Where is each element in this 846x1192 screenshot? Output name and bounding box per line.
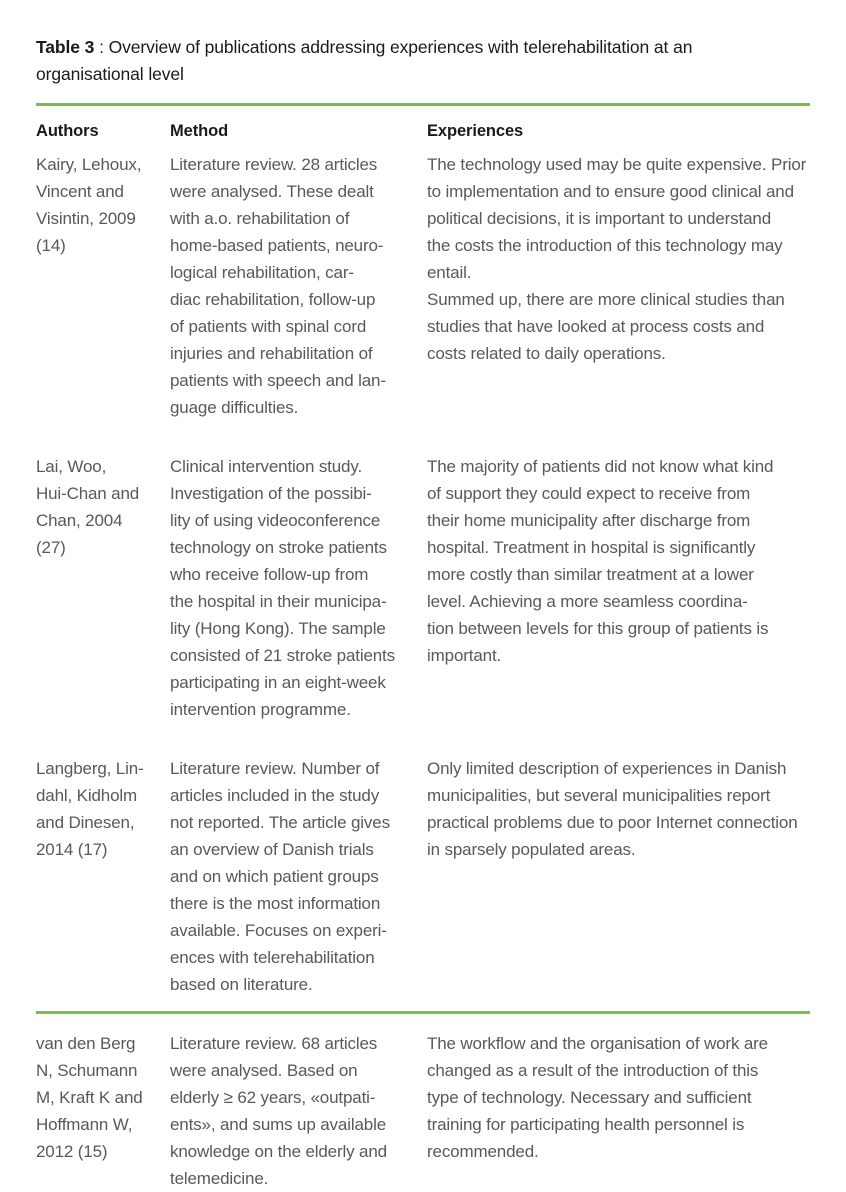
cell-text-line: tion between levels for this group of patients is bbox=[427, 619, 769, 638]
cell-method bbox=[170, 755, 427, 1030]
cell-text-line: Summed up, there are more clinical studies than bbox=[427, 290, 785, 309]
cell-text-line: Investigation of the possibi- bbox=[170, 484, 372, 503]
cell-experiences bbox=[427, 1030, 810, 1192]
cell-text-line: costs related to daily operations. bbox=[427, 344, 666, 363]
table-caption-text: : Overview of publications addressing experiences with telerehabilitation at an organisational level bbox=[36, 37, 693, 84]
cell-text-line: who receive follow-up from bbox=[170, 565, 369, 584]
cell-text-line: logical rehabilitation, car- bbox=[170, 263, 354, 282]
cell-text-line: municipalities, but several municipalities report bbox=[427, 786, 771, 805]
cell-text-line: important. bbox=[427, 646, 502, 665]
cell-text-line: practical problems due to poor Internet connection bbox=[427, 813, 798, 832]
cell-text-line: Hui-Chan and bbox=[36, 484, 140, 503]
cell-text-line: studies that have looked at process costs and bbox=[427, 317, 765, 336]
cell-text-line: Literature review. Number of bbox=[170, 759, 380, 778]
cell-text-line: changed as a result of the introduction of this bbox=[427, 1061, 759, 1080]
header-rule bbox=[36, 103, 810, 106]
cell-text-line: were analysed. Based on bbox=[170, 1061, 358, 1080]
cell-text-line: 2014 (17) bbox=[36, 840, 108, 859]
cell-text-line: Hoffmann W, bbox=[36, 1115, 133, 1134]
column-header-method: Method bbox=[170, 122, 229, 140]
cell-text-line: and on which patient groups bbox=[170, 867, 379, 886]
cell-text-line: were analysed. These dealt bbox=[170, 182, 374, 201]
cell-text-line: The workflow and the organisation of work are bbox=[427, 1034, 768, 1053]
table-body bbox=[36, 151, 810, 1192]
cell-text-line: there is the most information bbox=[170, 894, 381, 913]
cell-text-line: Langberg, Lin- bbox=[36, 759, 144, 778]
cell-text-line: injuries and rehabilitation of bbox=[170, 344, 373, 363]
cell-text-line: Literature review. 28 articles bbox=[170, 155, 378, 174]
cell-text-line: and Dinesen, bbox=[36, 813, 135, 832]
cell-text-line: technology on stroke patients bbox=[170, 538, 387, 557]
cell-text-line: type of technology. Necessary and sufficient bbox=[427, 1088, 752, 1107]
cell-text-line: level. Achieving a more seamless coordina- bbox=[427, 592, 748, 611]
cell-text-line: hospital. Treatment in hospital is significantly bbox=[427, 538, 756, 557]
table-caption bbox=[36, 0, 796, 88]
cell-text-line: the hospital in their municipa- bbox=[170, 592, 387, 611]
cell-text-line: of support they could expect to receive from bbox=[427, 484, 751, 503]
table-row bbox=[36, 453, 810, 755]
cell-text-line: based on literature. bbox=[170, 975, 313, 994]
cell-text-line: elderly ≥ 62 years, «outpati- bbox=[170, 1088, 376, 1107]
cell-authors bbox=[36, 1030, 170, 1192]
cell-text-line: (14) bbox=[36, 236, 66, 255]
cell-experiences bbox=[427, 151, 810, 453]
cell-text-line: ences with telerehabilitation bbox=[170, 948, 375, 967]
cell-text-line: Vincent and bbox=[36, 182, 124, 201]
cell-text-line: political decisions, it is important to understand bbox=[427, 209, 772, 228]
cell-authors bbox=[36, 453, 170, 755]
cell-text-line: entail. bbox=[427, 263, 472, 282]
cell-text-line: home-based patients, neuro- bbox=[170, 236, 384, 255]
cell-text-line: available. Focuses on experi- bbox=[170, 921, 387, 940]
cell-text-line: in sparsely populated areas. bbox=[427, 840, 636, 859]
cell-text-line: diac rehabilitation, follow-up bbox=[170, 290, 376, 309]
cell-text-line: more costly than similar treatment at a lower bbox=[427, 565, 754, 584]
cell-text-line: Chan, 2004 bbox=[36, 511, 123, 530]
cell-text-line: guage difficulties. bbox=[170, 398, 299, 417]
cell-text-line: intervention programme. bbox=[170, 700, 351, 719]
cell-text-line: Literature review. 68 articles bbox=[170, 1034, 378, 1053]
cell-text-line: knowledge on the elderly and bbox=[170, 1142, 387, 1161]
cell-text-line: consisted of 21 stroke patients bbox=[170, 646, 395, 665]
cell-text-line: 2012 (15) bbox=[36, 1142, 108, 1161]
cell-text-line: (27) bbox=[36, 538, 66, 557]
cell-text-line: N, Schumann bbox=[36, 1061, 138, 1080]
table-row bbox=[36, 151, 810, 453]
cell-text-line: M, Kraft K and bbox=[36, 1088, 143, 1107]
cell-experiences bbox=[427, 453, 810, 755]
table-row bbox=[36, 755, 810, 1030]
cell-text-line: patients with speech and lan- bbox=[170, 371, 386, 390]
column-header-experiences: Experiences bbox=[427, 122, 524, 140]
cell-text-line: training for participating health personnel is bbox=[427, 1115, 745, 1134]
cell-method bbox=[170, 151, 427, 453]
cell-text-line: articles included in the study bbox=[170, 786, 380, 805]
publications-table bbox=[36, 122, 810, 1192]
cell-authors bbox=[36, 151, 170, 453]
cell-text-line: the costs the introduction of this technology may bbox=[427, 236, 783, 255]
column-header-authors: Authors bbox=[36, 122, 99, 140]
cell-text-line: telemedicine. bbox=[170, 1169, 269, 1188]
cell-authors bbox=[36, 755, 170, 1030]
cell-text-line: The technology used may be quite expensive. Prior bbox=[427, 155, 807, 174]
cell-text-line: recommended. bbox=[427, 1142, 539, 1161]
cell-text-line: van den Berg bbox=[36, 1034, 136, 1053]
cell-text-line: not reported. The article gives bbox=[170, 813, 390, 832]
cell-text-line: Kairy, Lehoux, bbox=[36, 155, 142, 174]
cell-text-line: lity of using videoconference bbox=[170, 511, 381, 530]
table-caption-label: Table 3 bbox=[36, 37, 95, 57]
cell-text-line: ents», and sums up available bbox=[170, 1115, 386, 1134]
cell-text-line: Lai, Woo, bbox=[36, 457, 107, 476]
cell-text-line: lity (Hong Kong). The sample bbox=[170, 619, 386, 638]
cell-text-line: Visintin, 2009 bbox=[36, 209, 136, 228]
cell-text-line: an overview of Danish trials bbox=[170, 840, 374, 859]
cell-method bbox=[170, 1030, 427, 1192]
cell-method bbox=[170, 453, 427, 755]
cell-text-line: with a.o. rehabilitation of bbox=[170, 209, 350, 228]
cell-text-line: of patients with spinal cord bbox=[170, 317, 367, 336]
cell-text-line: dahl, Kidholm bbox=[36, 786, 138, 805]
cell-text-line: to implementation and to ensure good clinical and bbox=[427, 182, 794, 201]
cell-text-line: Clinical intervention study. bbox=[170, 457, 363, 476]
cell-text-line: The majority of patients did not know what kind bbox=[427, 457, 774, 476]
footer-rule bbox=[36, 1011, 810, 1014]
cell-text-line: participating in an eight-week bbox=[170, 673, 386, 692]
cell-text-line: Only limited description of experiences in Danish bbox=[427, 759, 787, 778]
table-header-row bbox=[36, 122, 810, 151]
cell-experiences bbox=[427, 755, 810, 1030]
table-row bbox=[36, 1030, 810, 1192]
cell-text-line: their home municipality after discharge from bbox=[427, 511, 751, 530]
